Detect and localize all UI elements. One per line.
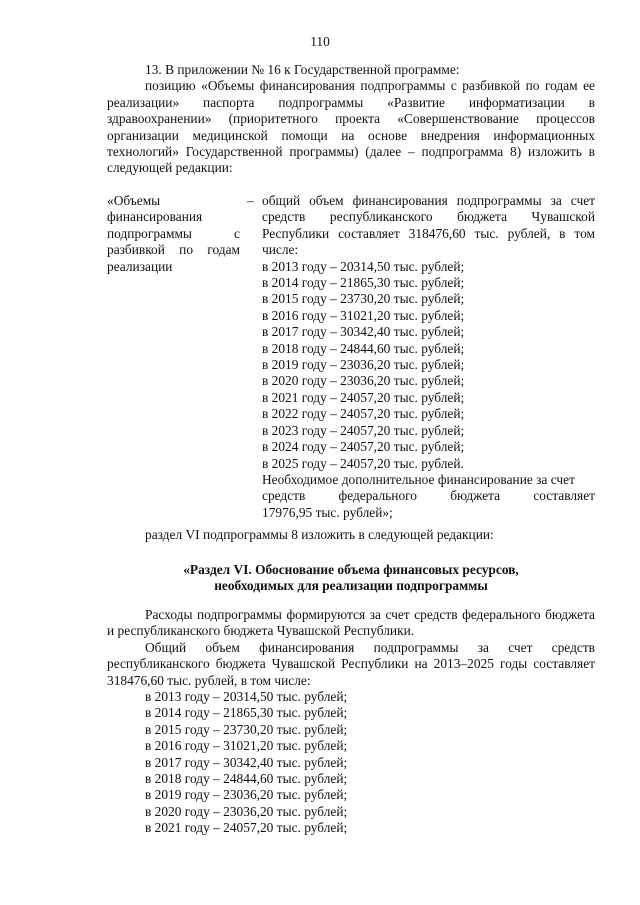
funding-intro: общий объем финансирования подпрограммы за счет средств республиканского бюджета Чувашской Республики составляет 318476,60 тыс. рублей, в том числе: [262, 193, 595, 258]
funding-year-item: в 2019 году – 23036,20 тыс. рублей; [262, 357, 465, 373]
body-year-item: в 2013 году – 20314,50 тыс. рублей; [145, 689, 348, 705]
funding-year-item: в 2017 году – 30342,40 тыс. рублей; [262, 324, 465, 340]
funding-year-item: в 2022 году – 24057,20 тыс. рублей; [262, 406, 465, 422]
funding-year-item: в 2015 году – 23730,20 тыс. рублей; [262, 291, 465, 307]
body-year-item: в 2014 году – 21865,30 тыс. рублей; [145, 705, 348, 721]
item-13-section [107, 62, 595, 177]
funding-year-item: в 2016 году – 31021,20 тыс. рублей; [262, 307, 465, 323]
body-year-item: в 2020 году – 23036,20 тыс. рублей; [145, 803, 348, 819]
body-year-item: в 2017 году – 30342,40 тыс. рублей; [145, 754, 348, 770]
item-13-heading: 13. В приложении № 16 к Государственной программе: [145, 62, 460, 77]
body-year-item: в 2021 году – 24057,20 тыс. рублей; [145, 820, 348, 836]
funding-label: «Объемы финансирования подпрограммы с разбивкой по годам реализации [107, 193, 240, 274]
body-year-item: в 2019 году – 23036,20 тыс. рублей; [145, 787, 348, 803]
section-heading [107, 562, 595, 595]
funding-year-item: в 2014 году – 21865,30 тыс. рублей; [262, 275, 465, 291]
funding-year-item: в 2018 году – 24844,60 тыс. рублей; [262, 340, 465, 356]
page-number: 110 [310, 34, 330, 49]
funding-year-item: в 2020 году – 23036,20 тыс. рублей; [262, 373, 465, 389]
extra-funding-line-2: средств федерального бюджета составляет [262, 488, 595, 504]
section-heading-line-1: «Раздел VI. Обоснование объема финансовых ресурсов, [183, 562, 519, 577]
body-years-list [107, 689, 595, 837]
funding-year-item: в 2024 году – 24057,20 тыс. рублей; [262, 439, 465, 455]
paragraph-expenses: Расходы подпрограммы формируются за счет средств федерального бюджета и республиканского бюджета Чувашской Республики. [107, 607, 595, 639]
funding-years-list [262, 259, 595, 472]
funding-label-cell [107, 193, 240, 275]
section-body [107, 607, 595, 837]
funding-year-item: в 2013 году – 20314,50 тыс. рублей; [262, 258, 465, 274]
body-year-item: в 2015 году – 23730,20 тыс. рублей; [145, 721, 348, 737]
razdel-line: раздел VI подпрограммы 8 изложить в следующей редакции: [145, 527, 494, 542]
funding-year-item: в 2025 году – 24057,20 тыс. рублей. [262, 455, 464, 471]
section-heading-line-2: необходимых для реализации подпрограммы [214, 578, 488, 594]
item-13-text: позицию «Объемы финансирования подпрограммы с разбивкой по годам ее реализации» паспорта подпрограммы «Развитие информатизации в здравоохранении» (приоритетного проекта «Совершенствование процессов организации медицинской помощи на основе внедрения информационных технологий» Государственной программы) (далее – подпрограмма 8) изложить в следующей редакции: [107, 78, 595, 176]
body-year-item: в 2018 году – 24844,60 тыс. рублей; [145, 771, 348, 787]
extra-funding-line-3: 17976,95 тыс. рублей»; [262, 504, 393, 520]
body-year-item: в 2016 году – 31021,20 тыс. рублей; [145, 738, 348, 754]
extra-funding-line-1: Необходимое дополнительное финансирование за счет [262, 471, 575, 487]
funding-value-cell [262, 193, 595, 521]
funding-year-item: в 2023 году – 24057,20 тыс. рублей; [262, 422, 465, 438]
funding-year-item: в 2021 году – 24057,20 тыс. рублей; [262, 389, 465, 405]
paragraph-total: Общий объем финансирования подпрограммы за счет средств республиканского бюджета Чувашской Республики на 2013–2025 годы составляет 318476,60 тыс. рублей, в том числе: [107, 639, 595, 688]
razdel-instruction [107, 527, 595, 543]
dash-separator: – [247, 193, 254, 208]
